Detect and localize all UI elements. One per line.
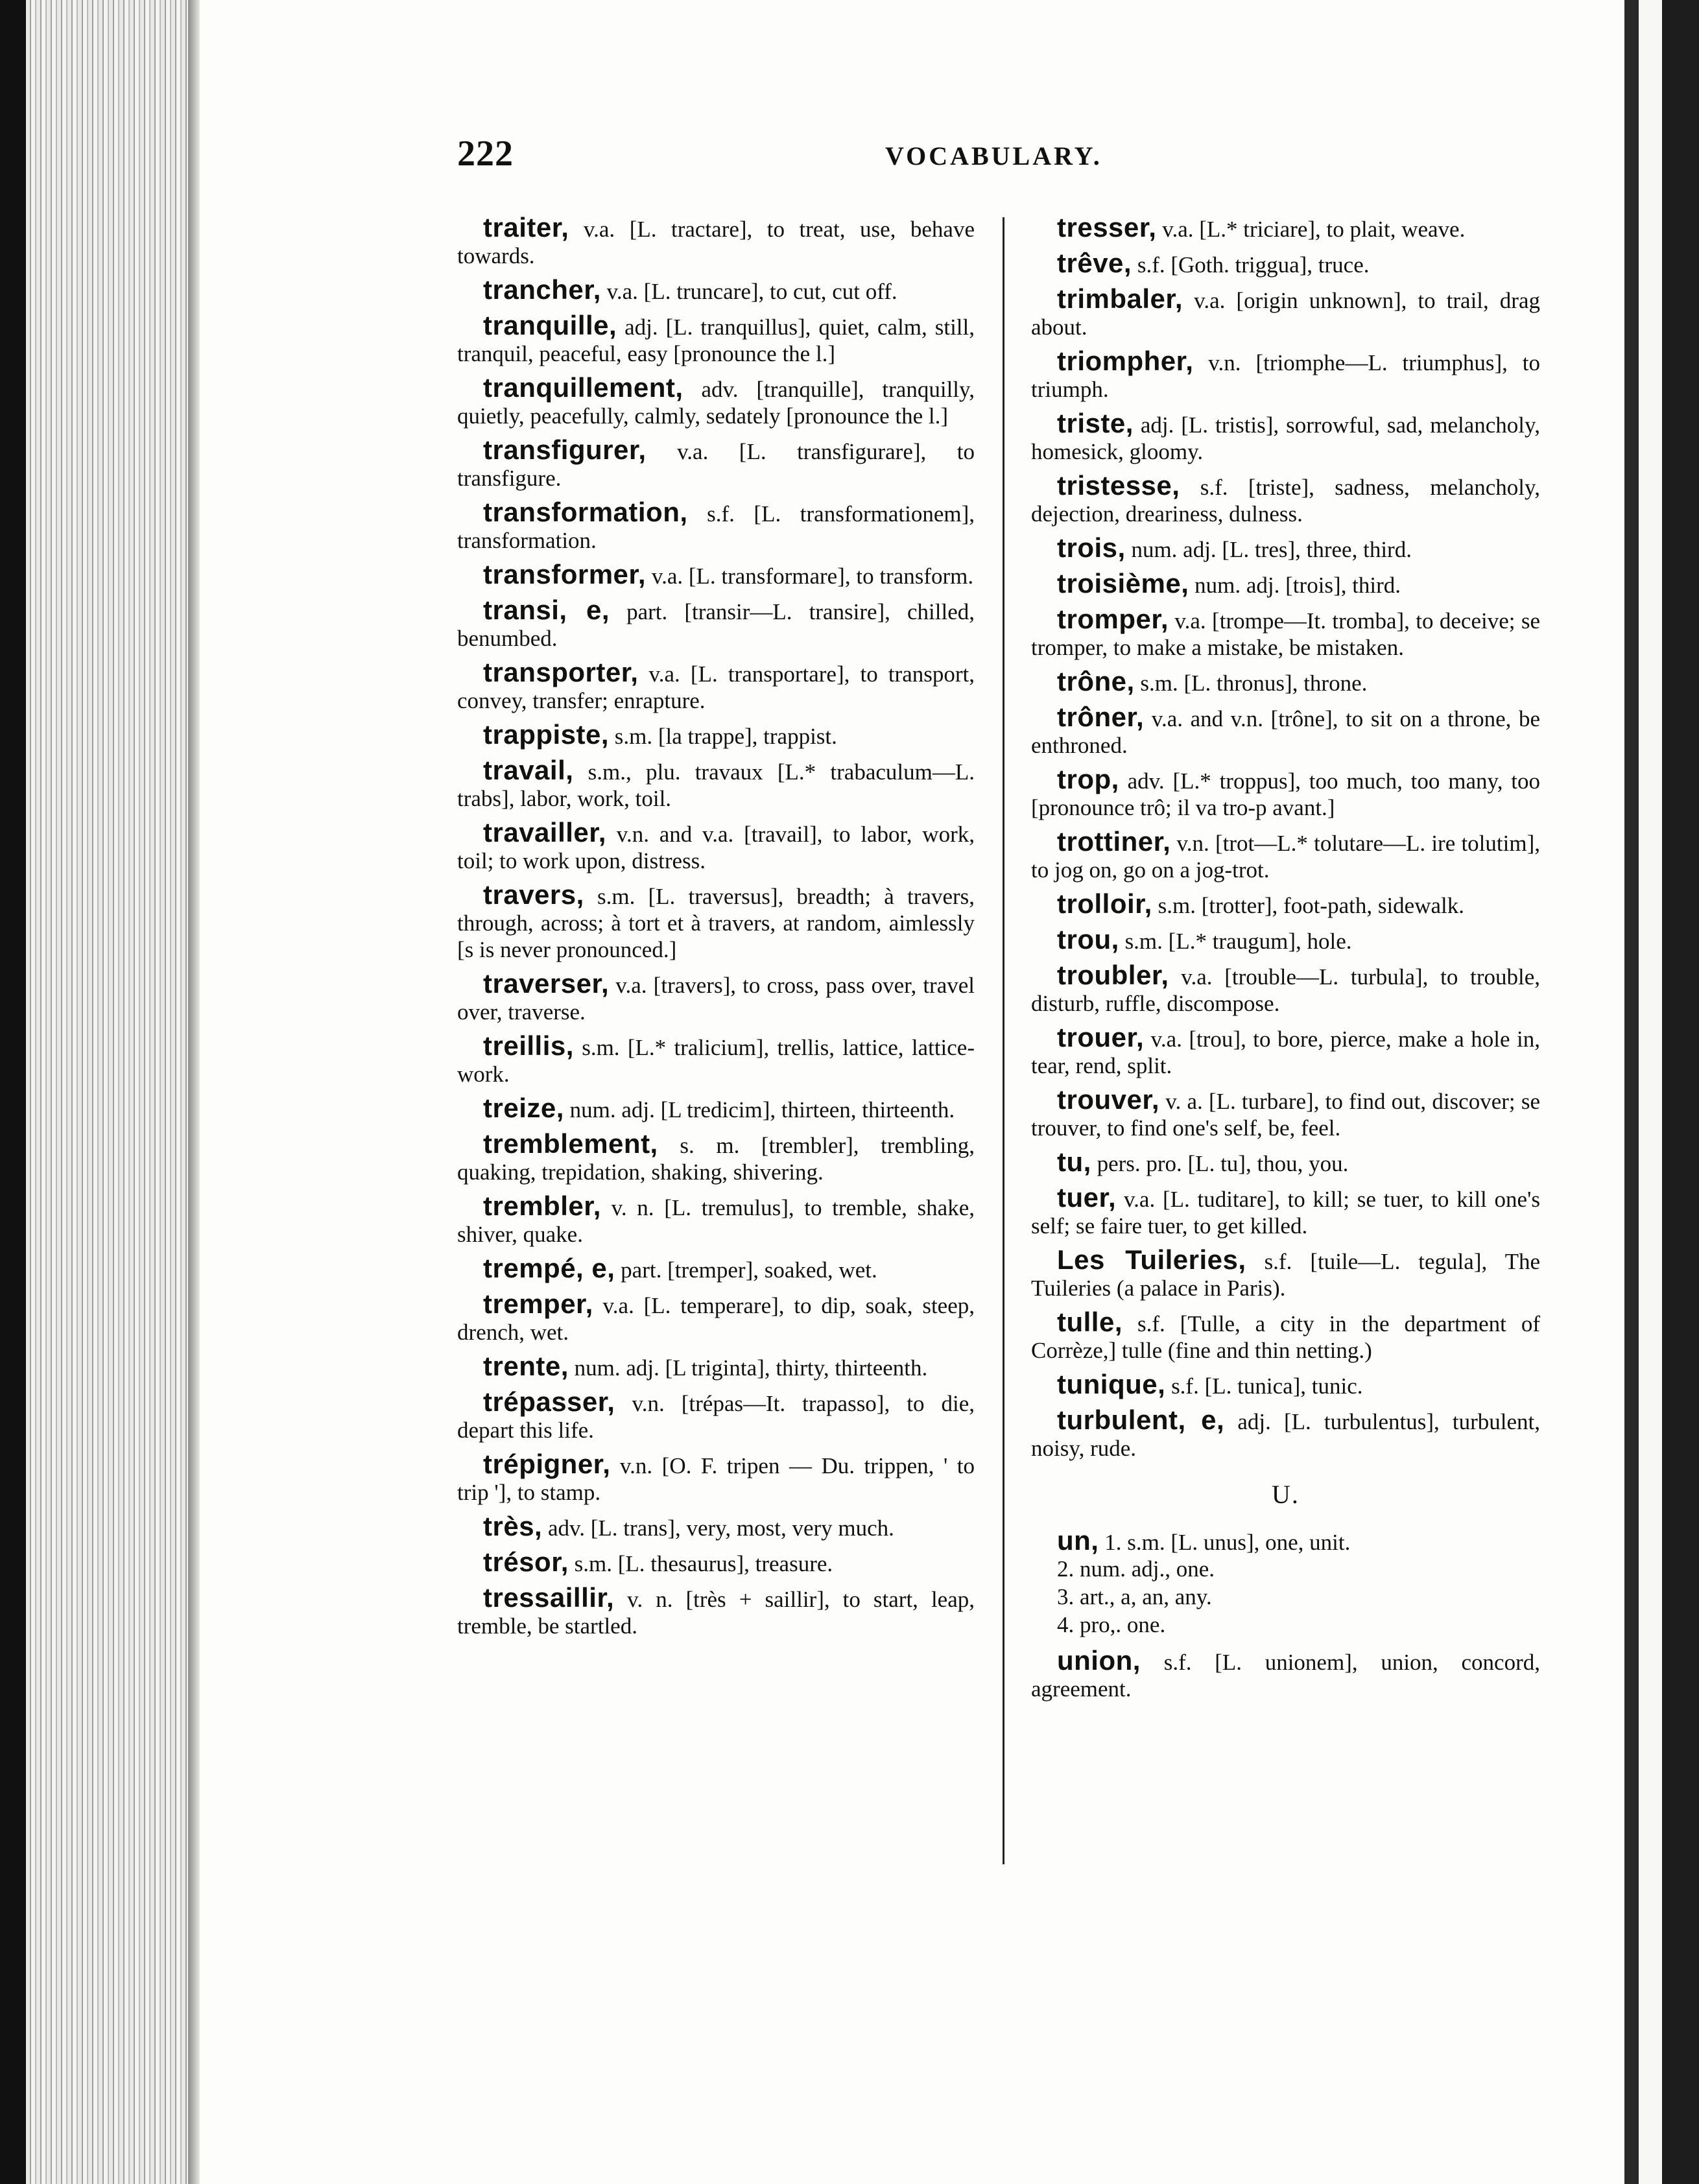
headword: travers, — [483, 879, 584, 910]
dictionary-entry — [457, 1353, 975, 1381]
definition: v.a. and v.n. [trône], to sit on a throne, be enthroned. — [1031, 706, 1540, 758]
definition: v.n. and v.a. [travail], to labor, work, toil; to work upon, distress. — [457, 822, 975, 873]
headword: trouver, — [1057, 1084, 1160, 1115]
definition: s. m. [trembler], trembling, quaking, trepidation, shaking, shivering. — [457, 1133, 975, 1185]
headword: un, — [1057, 1525, 1099, 1556]
headword: trouer, — [1057, 1022, 1145, 1052]
headword: Les Tuileries, — [1057, 1244, 1246, 1275]
definition: v. n. [très + saillir], to start, leap, tremble, be startled. — [457, 1587, 975, 1639]
next-page-edge — [1624, 0, 1699, 2184]
headword: transfigurer, — [483, 434, 647, 465]
dictionary-entry — [457, 276, 975, 305]
headword: turbulent, e, — [1057, 1405, 1225, 1435]
definition: adv. [L.* troppus], too much, too many, too [pronounce trô; il va tro-p avant.] — [1031, 768, 1540, 820]
entry-un — [1031, 1527, 1540, 1638]
headword: travailler, — [483, 817, 606, 848]
definition: v.a. [trompe—It. tromba], to deceive; se tromper, to make a mistake, be mistaken. — [1031, 608, 1540, 660]
headword: treillis, — [483, 1030, 574, 1061]
right-entries — [1031, 214, 1540, 1462]
dictionary-entry — [1031, 704, 1540, 759]
headword: troubler, — [1057, 960, 1169, 990]
dictionary-entry — [1031, 1371, 1540, 1399]
headword: trêve, — [1057, 248, 1132, 278]
dictionary-entry — [1031, 766, 1540, 821]
dictionary-entry — [1031, 1309, 1540, 1364]
dictionary-entry — [457, 1193, 975, 1248]
headword: tu, — [1057, 1146, 1091, 1177]
definition: v.a. [L. tractare], to treat, use, behave towards. — [457, 217, 975, 268]
dictionary-entry — [457, 1290, 975, 1346]
definition: s.f. [L. tunica], tunic. — [1165, 1373, 1363, 1399]
headword: tremblement, — [483, 1128, 658, 1159]
definition: part. [tremper], soaked, wet. — [615, 1257, 877, 1283]
definition: s.f. [L. transformationem], transformation. — [457, 501, 975, 553]
dictionary-entry — [1031, 472, 1540, 527]
definition: v.a. [trou], to bore, pierce, make a hole in, tear, rend, split. — [1031, 1027, 1540, 1078]
dictionary-entry — [1031, 570, 1540, 599]
definition: num. adj. [L triginta], thirty, thirteenth. — [568, 1355, 928, 1381]
definition: num. adj. [L. tres], three, third. — [1125, 537, 1412, 562]
headword: tranquille, — [483, 310, 617, 340]
definition: v.a. [L. transportare], to transport, convey, transfer; enrapture. — [457, 661, 975, 713]
headword: trop, — [1057, 764, 1119, 794]
dictionary-entry — [1031, 410, 1540, 465]
definition: s.m. [L.* traugum], hole. — [1119, 929, 1352, 954]
headword: tromper, — [1057, 604, 1169, 634]
left-column — [457, 214, 975, 1646]
headword: tresser, — [1057, 212, 1157, 243]
dictionary-entry — [457, 436, 975, 492]
dictionary-entry — [457, 312, 975, 367]
headword: traiter, — [483, 212, 569, 243]
definition: v.a. [travers], to cross, pass over, travel over, traverse. — [457, 973, 975, 1025]
dictionary-entry — [457, 1513, 975, 1541]
definition: num. adj. [trois], third. — [1189, 573, 1401, 598]
headword: trôner, — [1057, 702, 1145, 732]
book-page-edges — [0, 0, 188, 2184]
definition: v. n. [L. tremulus], to tremble, shake, shiver, quake. — [457, 1195, 975, 1247]
entry-union — [1031, 1647, 1540, 1702]
definition: s.m. [trotter], foot-path, sidewalk. — [1152, 893, 1464, 918]
dictionary-entry — [457, 819, 975, 874]
dictionary-entry — [457, 214, 975, 269]
dictionary-entry — [457, 1549, 975, 1577]
page-gutter — [188, 0, 200, 2184]
dictionary-entry — [1031, 348, 1540, 403]
headword: tremper, — [483, 1288, 593, 1319]
headword: trou, — [1057, 924, 1119, 955]
definition: adv. [tranquille], tranquilly, quietly, peacefully, calmly, sedately [pronounce the l.] — [457, 377, 975, 429]
dictionary-entry — [457, 659, 975, 714]
headword: trente, — [483, 1351, 569, 1381]
headword: troisième, — [1057, 568, 1189, 599]
definition: v.n. [O. F. tripen — Du. trippen, ' to trip '], to stamp. — [457, 1453, 975, 1505]
dictionary-entry — [1031, 214, 1540, 243]
definition: part. [transir—L. transire], chilled, benumbed. — [457, 599, 975, 651]
definition: v.a. [L. transfigurare], to transfigure. — [457, 439, 975, 491]
definition: v.a. [L.* triciare], to plait, weave. — [1156, 217, 1466, 242]
page-header — [457, 133, 1106, 191]
definition: v.a. [origin unknown], to trail, drag about. — [1031, 288, 1540, 340]
dictionary-entry — [1031, 1407, 1540, 1462]
headword: trône, — [1057, 666, 1135, 696]
definition: v. a. [L. turbare], to find out, discover; se trouver, to find one's self, be, feel. — [1031, 1089, 1540, 1141]
definition: v.n. [trépas—It. trapasso], to die, depart this life. — [457, 1391, 975, 1443]
dictionary-entry — [457, 881, 975, 963]
dictionary-entry — [1031, 890, 1540, 919]
definition: v.n. [triomphe—L. triumphus], to triumph. — [1031, 350, 1540, 402]
definition: v.a. [L. tuditare], to kill; se tuer, to kill one's self; se faire tuer, to get killed. — [1031, 1187, 1540, 1239]
headword: trois, — [1057, 532, 1126, 563]
headword: triompher, — [1057, 346, 1194, 376]
dictionary-entry — [1031, 606, 1540, 661]
definition: s.m. [L. thesaurus], treasure. — [568, 1551, 833, 1576]
definition: s.m. [L. thronus], throne. — [1134, 671, 1368, 696]
definition: s.f. [triste], sadness, melancholy, dejection, dreariness, dulness. — [1031, 475, 1540, 527]
dictionary-entry — [457, 1130, 975, 1185]
dictionary-entry — [1031, 1246, 1540, 1301]
running-head: VOCABULARY. — [885, 141, 1102, 171]
headword: tulle, — [1057, 1307, 1123, 1337]
headword: trembler, — [483, 1191, 601, 1221]
page-number: 222 — [457, 134, 514, 174]
definition: adj. [L. turbulentus], turbulent, noisy, rude. — [1031, 1409, 1540, 1461]
sense: 2. num. adj., one. — [1057, 1556, 1215, 1582]
dictionary-entry — [457, 1584, 975, 1639]
dictionary-entry — [1031, 1184, 1540, 1239]
headword: trimbaler, — [1057, 283, 1183, 314]
headword: transformer, — [483, 559, 647, 589]
headword: transi, e, — [483, 595, 610, 625]
headword: trépasser, — [483, 1386, 615, 1417]
dictionary-entry — [1031, 1148, 1540, 1177]
definition: s.f. [Tulle, a city in the department of Corrèze,] tulle (fine and thin netting.) — [1031, 1311, 1540, 1363]
definition: s.m., plu. travaux [L.* trabaculum—L. trabs], labor, work, toil. — [457, 759, 975, 811]
dictionary-entry — [1031, 668, 1540, 696]
headword: traverser, — [483, 968, 610, 999]
dictionary-entry — [457, 970, 975, 1025]
definition: s.m. [L.* tralicium], trellis, lattice, lattice-work. — [457, 1035, 975, 1087]
dictionary-entry — [1031, 1086, 1540, 1141]
dictionary-entry — [1031, 1024, 1540, 1079]
sense: 4. pro,. one. — [1057, 1612, 1166, 1637]
section-letter: U. — [1272, 1480, 1300, 1509]
dictionary-entry — [1031, 250, 1540, 278]
definition: num. adj. [L tredicim], thirteen, thirteenth. — [564, 1097, 955, 1122]
definition: adv. [L. trans], very, most, very much. — [542, 1515, 894, 1541]
dictionary-entry — [1031, 534, 1540, 563]
headword: trancher, — [483, 274, 601, 305]
definition: s.f. [tuile—L. tegula], The Tuileries (a palace in Paris). — [1031, 1249, 1540, 1301]
definition: v.a. [trouble—L. turbula], to trouble, disturb, ruffle, discompose. — [1031, 964, 1540, 1016]
definition: 1. s.m. [L. unus], one, unit. — [1099, 1530, 1351, 1555]
headword: trolloir, — [1057, 888, 1152, 919]
dictionary-entry — [457, 1032, 975, 1087]
headword: trépigner, — [483, 1449, 611, 1479]
definition: pers. pro. [L. tu], thou, you. — [1091, 1151, 1349, 1176]
definition: s.m. [L. traversus], breadth; à travers, through, across; à tort et à travers, at random, aimlessly [s is never pronounced.] — [457, 884, 975, 962]
headword: très, — [483, 1511, 543, 1541]
definition: v.a. [L. truncare], to cut, cut off. — [600, 279, 897, 304]
headword: treize, — [483, 1093, 564, 1123]
headword: tunique, — [1057, 1369, 1166, 1399]
headword: tuer, — [1057, 1182, 1117, 1213]
headword: trappiste, — [483, 719, 610, 750]
definition: s.f. [L. unionem], union, concord, agreement. — [1031, 1650, 1540, 1702]
dictionary-entry — [457, 1095, 975, 1123]
column-divider — [1003, 217, 1004, 1864]
dictionary-entry — [1031, 962, 1540, 1017]
dictionary-entry — [457, 499, 975, 554]
dictionary-entry — [457, 757, 975, 812]
right-column — [1031, 214, 1540, 1709]
scan-border — [0, 0, 26, 2184]
definition: adj. [L. tristis], sorrowful, sad, melancholy, homesick, gloomy. — [1031, 412, 1540, 464]
dictionary-entry — [1031, 828, 1540, 883]
definition: v.a. [L. temperare], to dip, soak, steep, drench, wet. — [457, 1293, 975, 1345]
headword: triste, — [1057, 408, 1134, 438]
definition: s.f. [Goth. triggua], truce. — [1132, 252, 1370, 278]
headword: transformation, — [483, 497, 688, 527]
definition: v.n. [trot—L.* tolutare—L. ire tolutim], to jog on, go on a jog-trot. — [1031, 831, 1540, 883]
dictionary-entry — [457, 1388, 975, 1443]
headword: trempé, e, — [483, 1253, 615, 1283]
definition: s.m. [la trappe], trappist. — [609, 724, 837, 749]
dictionary-entry — [1031, 926, 1540, 955]
headword: trésor, — [483, 1547, 569, 1577]
dictionary-entry — [457, 561, 975, 589]
dictionary-entry — [1031, 285, 1540, 340]
headword: tressaillir, — [483, 1582, 615, 1613]
entry-un-first-sense — [1031, 1527, 1540, 1556]
dictionary-entry — [457, 1255, 975, 1283]
headword: transporter, — [483, 657, 639, 687]
headword: trottiner, — [1057, 826, 1171, 857]
headword: travail, — [483, 755, 574, 785]
dictionary-entry — [457, 1451, 975, 1506]
dictionary-entry — [457, 721, 975, 750]
definition: adj. [L. tranquillus], quiet, calm, still, tranquil, peaceful, easy [pronounce the l.] — [457, 315, 975, 366]
headword: union, — [1057, 1645, 1141, 1676]
definition: v.a. [L. transformare], to transform. — [646, 564, 974, 589]
headword: tristesse, — [1057, 470, 1180, 501]
dictionary-entry — [457, 374, 975, 429]
dictionary-entry — [457, 597, 975, 652]
headword: tranquillement, — [483, 372, 683, 403]
sense: 3. art., a, an, any. — [1057, 1584, 1212, 1609]
